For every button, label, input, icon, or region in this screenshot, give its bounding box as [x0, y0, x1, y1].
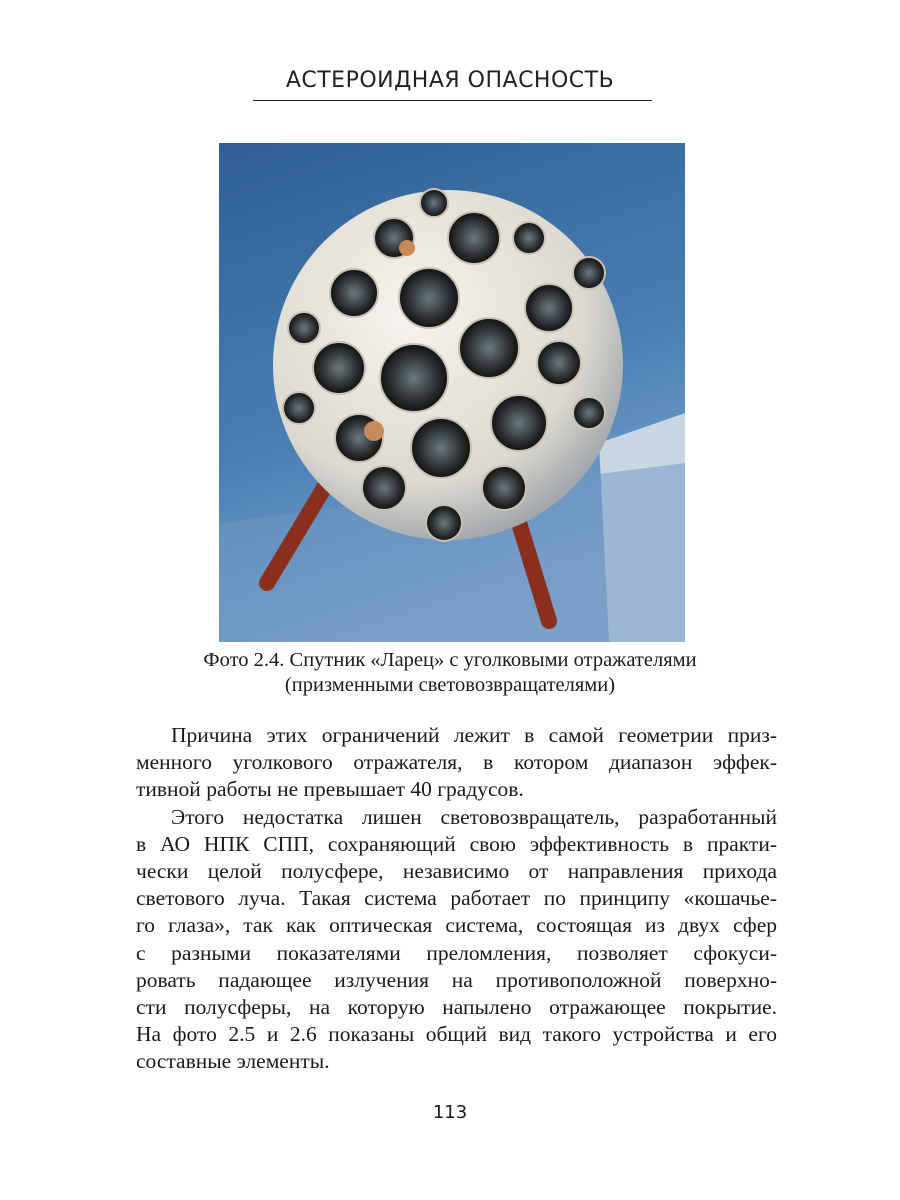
- text-line: го глаза», так как оптическая система, состоящая из двух сфер: [136, 913, 777, 938]
- text-line: На фото 2.5 и 2.6 показаны общий вид такого устройства и его: [136, 1022, 777, 1047]
- text-line: Причина этих ограничений лежит в самой геометрии приз-: [171, 723, 777, 747]
- text-line: с разными показателями преломления, позволяет сфокуси-: [136, 940, 777, 965]
- text-line: светового луча. Такая система работает по принципу «кошачье-: [136, 886, 777, 911]
- figure-caption: [0, 648, 900, 698]
- text-line: ровать падающее излучения на противоположной поверхно-: [136, 967, 777, 992]
- caption-line: Фото 2.4. Спутник «Ларец» с уголковыми отражателями: [203, 649, 697, 671]
- text-line: менного уголкового отражателя, в котором диапазон эффек-: [136, 750, 777, 775]
- body-paragraphs: [136, 722, 777, 1076]
- text-line: Этого недостатка лишен световозвращатель, разработанный: [171, 804, 777, 829]
- text-line: тивной работы не превышает 40 градусов.: [136, 777, 524, 802]
- text-line: составные элементы.: [136, 1049, 330, 1074]
- header-rule: [253, 100, 652, 101]
- text-line: сти полусферы, на которую напылено отражающее покрытие.: [136, 995, 777, 1020]
- page-number: 113: [432, 1102, 468, 1123]
- running-header: АСТЕРОИДНАЯ ОПАСНОСТЬ: [285, 68, 615, 93]
- satellite-photo: [219, 143, 685, 642]
- text-line: в АО НПК СПП, сохраняющий свою эффективность в практи-: [136, 831, 777, 856]
- caption-line: (призменными световозвращателями): [284, 674, 616, 696]
- text-line: чески целой полусфере, независимо от направления прихода: [136, 859, 777, 884]
